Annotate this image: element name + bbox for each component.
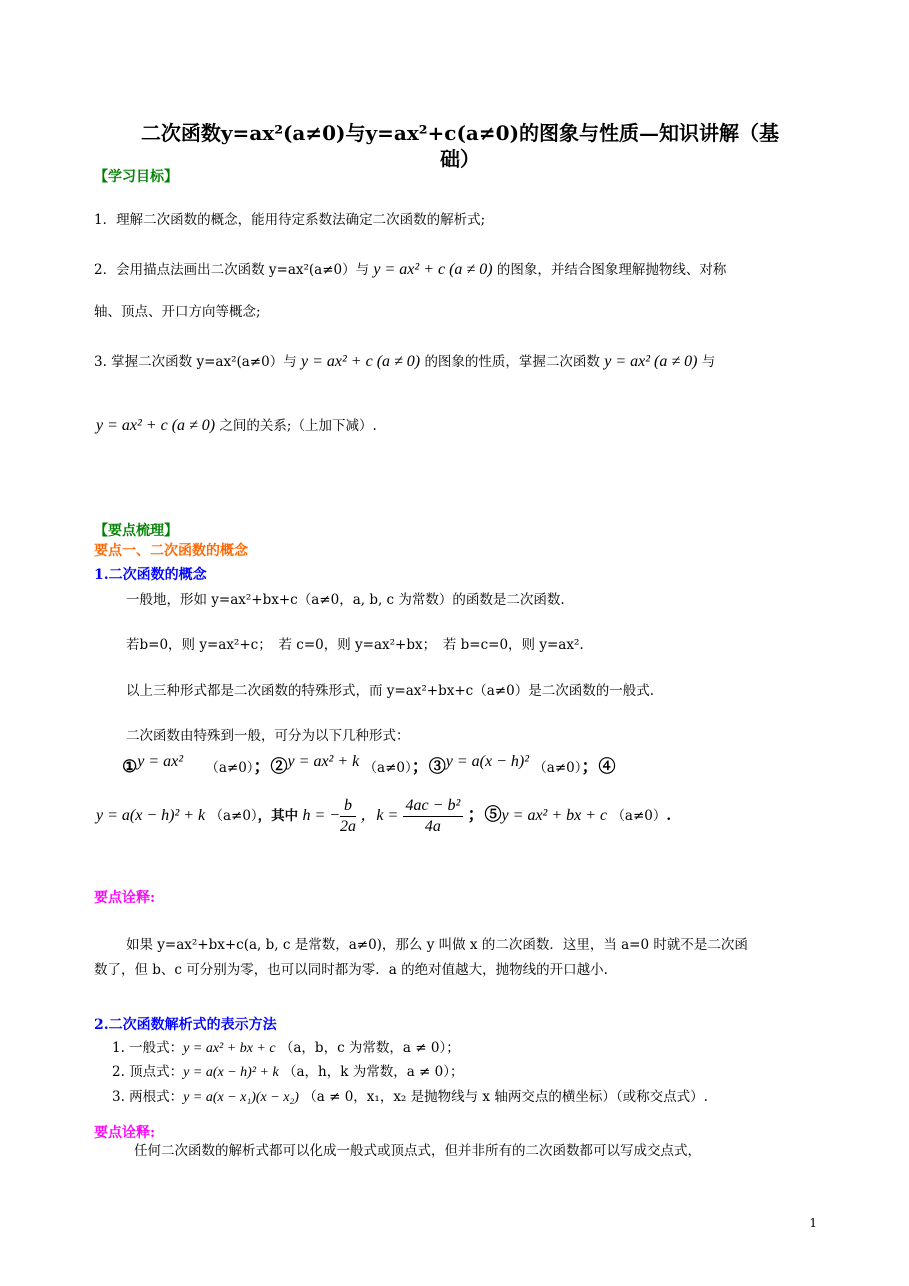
- where-label: ，其中: [257, 808, 299, 824]
- objective-3-math3: y = ax² + c (a ≠ 0): [96, 417, 216, 434]
- objective-3-text-a: 3. 掌握二次函数 y=ax²(a≠0）与: [94, 354, 297, 370]
- form-general-cond: （a，b，c 为常数，a ≠ 0）；: [279, 1040, 460, 1056]
- form-roots-label: 3. 两根式：: [112, 1089, 184, 1105]
- form2-number: ；②: [253, 757, 288, 777]
- h-lhs: h = −: [302, 807, 341, 824]
- objectives-heading: 【学习目标】: [94, 169, 178, 185]
- form3-condition: （a≠0）: [533, 760, 582, 776]
- concept-p4: 二次函数由特殊到一般，可分为以下几种形式：: [126, 728, 410, 744]
- form-general-math: y = ax² + bx + c: [183, 1041, 276, 1056]
- objective-3-text-c: 与: [701, 354, 716, 370]
- objective-3-math1: y = ax² + c (a ≠ 0): [301, 353, 421, 370]
- k-denominator: 4a: [424, 818, 441, 835]
- summary-heading: 【要点梳理】: [94, 523, 178, 539]
- objective-1: 1．理解二次函数的概念，能用待定系数法确定二次函数的解析式;: [94, 212, 486, 228]
- forms-line1: [122, 752, 616, 777]
- h-numerator: b: [340, 796, 356, 817]
- doc-title-line1: 二次函数y=ax²(a≠0)与y=ax²+c(a≠0)的图象与性质—知识讲解（基: [140, 121, 780, 145]
- forms-end: .: [666, 808, 672, 824]
- k-lhs: ，k =: [360, 807, 399, 824]
- form4-condition: （a≠0）: [209, 808, 258, 824]
- forms-line2: [96, 796, 671, 837]
- form-roots: [112, 1085, 708, 1106]
- concept-p1: 一般地，形如 y=ax²+bx+c（a≠0，a, b, c 为常数）的函数是二次函数.: [126, 592, 565, 608]
- objective-2-line1: [94, 258, 726, 279]
- objective-3-line2: [96, 414, 377, 435]
- sub2-heading: 2.二次函数解析式的表示方法: [94, 1017, 277, 1033]
- doc-title-line2: 础）: [440, 147, 480, 171]
- form1-number: ①: [122, 757, 138, 777]
- form5-formula: y = ax² + bx + c: [501, 807, 608, 824]
- concept-p2: 若b=0，则 y=ax²+c； 若 c=0，则 y=ax²+bx； 若 b=c=0，则 y=ax².: [126, 637, 584, 653]
- form4-formula: y = a(x − h)² + k: [96, 807, 206, 824]
- concept-p3: 以上三种形式都是二次函数的特殊形式，而 y=ax²+bx+c（a≠0）是二次函数的一般式.: [126, 683, 654, 699]
- k-fraction: [403, 796, 464, 837]
- form1-condition: （a≠0）: [205, 760, 254, 776]
- form5-number: ；⑤: [467, 805, 502, 825]
- k-numerator: 4ac − b²: [403, 796, 464, 817]
- page-number: 1: [809, 1216, 817, 1230]
- note2-heading: 要点诠释:: [94, 1125, 156, 1141]
- form-vertex: [112, 1060, 463, 1081]
- objective-3-text-b: 的图象的性质，掌握二次函数: [424, 354, 600, 370]
- note1-text-line1: 如果 y=ax²+bx+c(a, b, c 是常数，a≠0)，那么 y 叫做 x 的二次函数．这里，当 a=0 时就不是二次函: [126, 937, 748, 953]
- form2-condition: （a≠0）: [363, 760, 412, 776]
- form-vertex-cond: （a，h，k 为常数，a ≠ 0）；: [282, 1064, 464, 1080]
- form3-number: ；③: [411, 757, 446, 777]
- form-general: [112, 1036, 460, 1057]
- objective-3-text-d: 之间的关系;（上加下减）.: [219, 418, 377, 434]
- form-vertex-label: 2. 顶点式：: [112, 1064, 184, 1080]
- form-roots-math: y = a(x − x₁)(x − x₂): [183, 1090, 299, 1105]
- objective-2-text-b: 的图象，并结合图象理解抛物线、对称: [496, 262, 727, 278]
- form2-formula: y = ax² + k: [287, 753, 360, 770]
- h-denominator: 2a: [340, 818, 357, 835]
- note1-heading: 要点诠释:: [94, 890, 156, 906]
- note2-text-line1: 任何二次函数的解析式都可以化成一般式或顶点式，但并非所有的二次函数都可以写成交点式，: [134, 1143, 701, 1159]
- sub1-heading: 1.二次函数的概念: [94, 567, 207, 583]
- h-fraction: [340, 796, 356, 837]
- form-vertex-math: y = a(x − h)² + k: [183, 1065, 279, 1080]
- form4-number: ；④: [581, 757, 616, 777]
- point1-heading: 要点一、二次函数的概念: [94, 543, 248, 559]
- objective-3-math2: y = ax² (a ≠ 0): [604, 353, 698, 370]
- objective-3-line1: [94, 350, 715, 371]
- note1-text-line2: 数了，但 b、c 可分别为零，也可以同时都为零．a 的绝对值越大，抛物线的开口越小.: [94, 962, 608, 978]
- form3-formula: y = a(x − h)²: [445, 753, 529, 770]
- form-roots-cond: （a ≠ 0，x₁，x₂ 是抛物线与 x 轴两交点的横坐标）（或称交点式）.: [303, 1089, 708, 1105]
- form-general-label: 1. 一般式：: [112, 1040, 184, 1056]
- objective-2-line2: 轴、顶点、开口方向等概念;: [94, 304, 261, 320]
- objective-2-text-a: 2．会用描点法画出二次函数 y=ax²(a≠0）与: [94, 262, 370, 278]
- form1-formula: y = ax²: [137, 753, 184, 770]
- form5-condition: （a≠0）: [611, 808, 667, 824]
- objective-2-math: y = ax² + c (a ≠ 0): [373, 261, 493, 278]
